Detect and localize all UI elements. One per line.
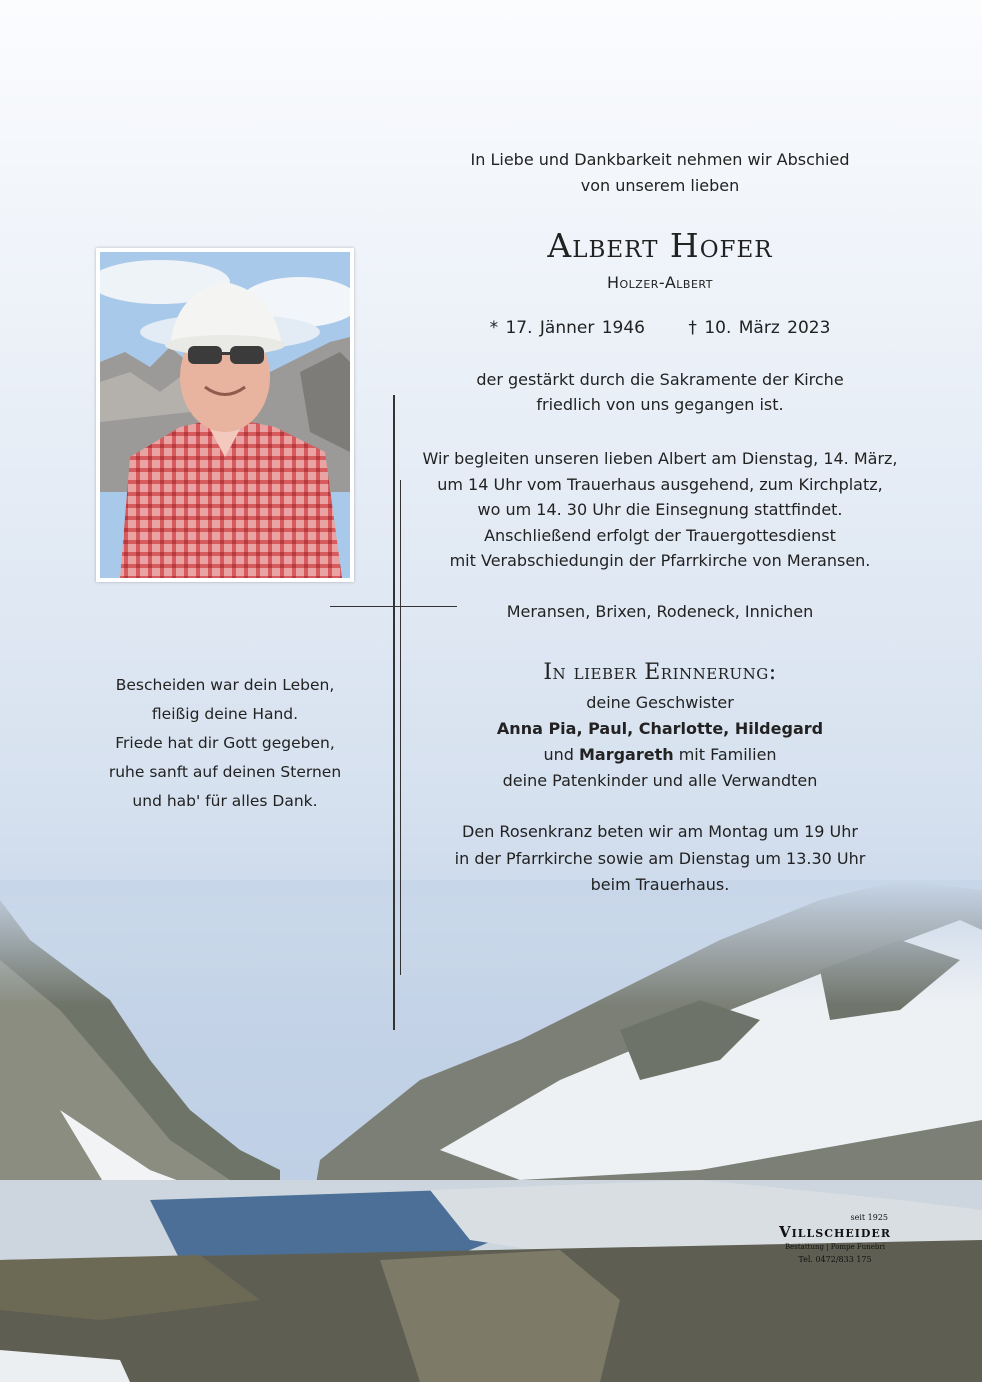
portrait-image (100, 252, 350, 578)
logo-name: Villscheider (779, 1223, 891, 1241)
funeral-home-logo (760, 1213, 910, 1264)
remembrance-line (360, 742, 960, 768)
poem (90, 671, 360, 816)
intro-text (360, 147, 960, 199)
siblings-names: Anna Pia, Paul, Charlotte, Hildegard (496, 719, 824, 738)
rosary-text (360, 819, 960, 899)
remembrance-title: In lieber Erinnerung: (543, 660, 777, 685)
logo-phone: Tel. 0472/833 175 (798, 1255, 872, 1264)
funeral-line: um 14 Uhr vom Trauerhaus ausgehend, zum Kirchplatz, (437, 474, 883, 494)
sacraments-line: friedlich von uns gegangen ist. (536, 395, 784, 414)
rosary-line: Den Rosenkranz beten wir am Montag um 19 Uhr (462, 822, 858, 841)
life-dates (360, 318, 960, 338)
sibling-name: Margareth (578, 745, 674, 764)
funeral-line: Anschließend erfolgt der Trauergottesdienst (484, 525, 836, 545)
rosary-line: beim Trauerhaus. (590, 875, 730, 894)
poem-line: Bescheiden war dein Leben, (115, 676, 335, 694)
places-list: Meransen, Brixen, Rodeneck, Innichen (506, 602, 814, 621)
sacraments-line: der gestärkt durch die Sakramente der Kirche (476, 370, 844, 389)
poem-line: fleißig deine Hand. (151, 705, 299, 723)
poem-line: ruhe sanft auf deinen Sternen (108, 763, 342, 781)
intro-line: In Liebe und Dankbarkeit nehmen wir Abschied (470, 150, 850, 169)
funeral-details (360, 446, 960, 574)
remembrance-siblings (360, 716, 960, 742)
funeral-line: Wir begleiten unseren lieben Albert am Dienstag, 14. März, (422, 449, 898, 468)
logo-subtitle: Bestattung | Pompe Funebri (784, 1243, 885, 1251)
funeral-line: mit Verabschiedungin der Pfarrkirche von Meransen. (449, 551, 871, 570)
rosary-line: in der Pfarrkirche sowie am Dienstag um 13.30 Uhr (454, 848, 866, 868)
death-date: † 10. März 2023 (688, 318, 831, 338)
remembrance-line: deine Geschwister (586, 693, 734, 712)
portrait-photo (96, 248, 354, 582)
remembrance-families: mit Familien (673, 745, 777, 764)
remembrance-and: und (543, 745, 579, 764)
deceased-name: Albert Hofer (547, 226, 773, 265)
funeral-line: wo um 14. 30 Uhr die Einsegnung stattfindet. (477, 500, 843, 519)
remembrance-line: deine Patenkinder und alle Verwandten (502, 771, 818, 790)
logo-since: seit 1925 (850, 1213, 888, 1222)
intro-line: von unserem lieben (580, 176, 740, 195)
sacraments-text (360, 367, 960, 417)
mountain-lake-landscape (0, 880, 982, 1382)
deceased-nickname: Holzer-Albert (606, 273, 713, 292)
poem-line: und hab' für alles Dank. (132, 792, 318, 810)
remembrance-list (360, 690, 960, 794)
poem-line: Friede hat dir Gott gegeben, (115, 734, 335, 752)
birth-date: * 17. Jänner 1946 (489, 318, 646, 338)
